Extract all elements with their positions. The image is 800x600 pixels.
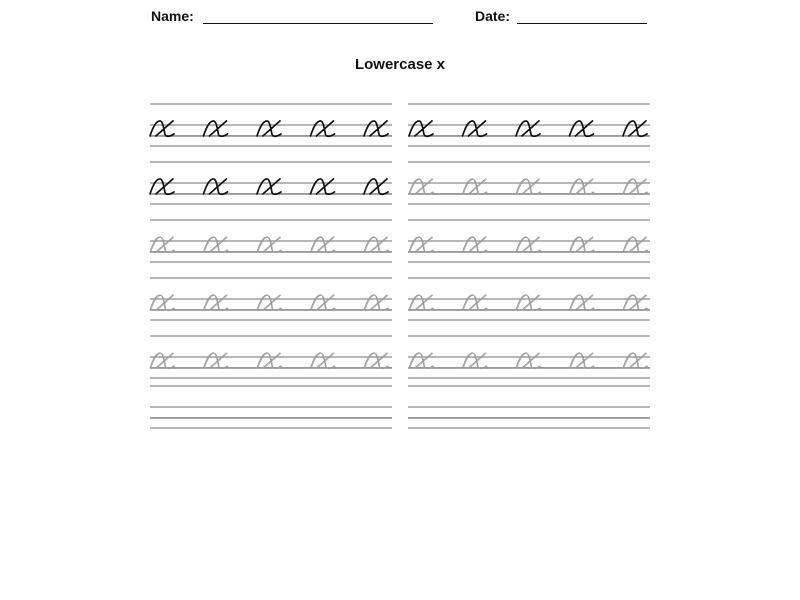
cursive-x-letter [409, 353, 434, 369]
letter-trace-stroke [463, 353, 487, 368]
cursive-x-letter [623, 353, 648, 369]
writing-row-5 [150, 336, 650, 378]
cursive-x-letter [463, 179, 488, 195]
cursive-x-letter [257, 121, 281, 136]
cursive-x-letter [570, 121, 594, 136]
cursive-x-letter [364, 295, 389, 311]
cursive-x-letter [463, 295, 488, 311]
letter-model-stroke [364, 179, 388, 194]
cursive-x-letter [409, 121, 433, 136]
letter-trace-outline [517, 179, 541, 194]
letter-trace-stroke [150, 237, 174, 252]
letter-trace-stroke [364, 295, 388, 310]
letter-model-stroke [150, 179, 174, 194]
cursive-x-letter [257, 237, 282, 253]
cursive-x-letter [311, 295, 336, 311]
cursive-x-letter [364, 353, 389, 369]
cursive-x-letter [257, 179, 281, 194]
letter-trace-stroke [409, 237, 433, 252]
letter-trace-stroke [257, 295, 281, 310]
cursive-x-letter [516, 353, 541, 369]
letter-trace-outline [365, 353, 389, 368]
cursive-x-letter [311, 237, 336, 253]
letter-trace-stroke [257, 237, 281, 252]
letter-trace-outline [463, 295, 487, 310]
cursive-x-letter [150, 353, 175, 369]
letter-trace-outline [410, 237, 434, 252]
letter-model-stroke [463, 121, 487, 136]
letter-trace-outline [311, 237, 335, 252]
letter-trace-stroke [204, 237, 228, 252]
letter-trace-outline [570, 295, 594, 310]
letter-trace-stroke [409, 353, 433, 368]
cursive-x-letter [570, 237, 595, 253]
writing-row-4 [150, 278, 650, 320]
letter-model-stroke [364, 121, 388, 136]
cursive-x-letter [364, 237, 389, 253]
letter-model-stroke [311, 121, 335, 136]
letter-trace-stroke [204, 353, 228, 368]
letter-trace-outline [258, 237, 282, 252]
cursive-x-letter [311, 353, 336, 369]
letter-trace-stroke [409, 295, 433, 310]
letter-model-stroke [257, 121, 281, 136]
cursive-x-letter [570, 353, 595, 369]
letter-model-stroke [311, 179, 335, 194]
cursive-x-letter [364, 179, 388, 194]
letter-trace-stroke [516, 179, 540, 194]
letter-trace-stroke [463, 179, 487, 194]
letter-trace-outline [517, 295, 541, 310]
letter-trace-stroke [516, 295, 540, 310]
letter-trace-outline [463, 237, 487, 252]
cursive-x-letter [516, 121, 540, 136]
letter-trace-stroke [516, 237, 540, 252]
cursive-x-letter [516, 179, 541, 195]
letter-trace-outline [410, 353, 434, 368]
writing-row-6 [150, 386, 650, 428]
cursive-x-letter [463, 237, 488, 253]
cursive-x-letter [570, 295, 595, 311]
cursive-x-letter [204, 237, 229, 253]
letter-trace-stroke [311, 353, 335, 368]
cursive-x-letter [463, 353, 488, 369]
letter-trace-stroke [570, 237, 594, 252]
letter-trace-stroke [150, 295, 174, 310]
letter-trace-stroke [623, 237, 647, 252]
letter-trace-stroke [257, 353, 281, 368]
cursive-x-letter [516, 237, 541, 253]
cursive-x-letter [150, 295, 175, 311]
letter-trace-outline [410, 179, 434, 194]
cursive-x-letter [204, 353, 229, 369]
letter-trace-outline [258, 295, 282, 310]
date-label: Date: [475, 8, 511, 24]
cursive-x-letter [570, 179, 595, 195]
letter-trace-outline [517, 237, 541, 252]
letter-model-stroke [623, 121, 647, 136]
letter-trace-outline [463, 353, 487, 368]
letter-trace-stroke [463, 237, 487, 252]
letter-trace-outline [624, 295, 648, 310]
cursive-x-letter [204, 295, 229, 311]
cursive-x-letter [623, 237, 648, 253]
letter-trace-outline [624, 353, 648, 368]
cursive-x-letter [409, 295, 434, 311]
letter-model-stroke [516, 121, 540, 136]
letter-model-stroke [150, 121, 174, 136]
letter-trace-stroke [570, 353, 594, 368]
letter-trace-stroke [364, 353, 388, 368]
cursive-x-letter [311, 179, 335, 194]
letter-trace-outline [204, 295, 228, 310]
letter-trace-stroke [570, 295, 594, 310]
cursive-x-letter [150, 179, 174, 194]
letter-trace-outline [365, 237, 389, 252]
letter-trace-outline [151, 237, 175, 252]
letter-trace-outline [410, 295, 434, 310]
letter-trace-stroke [364, 237, 388, 252]
letter-trace-stroke [409, 179, 433, 194]
letter-trace-outline [151, 353, 175, 368]
letter-trace-outline [311, 295, 335, 310]
cursive-x-letter [463, 121, 487, 136]
letter-trace-outline [204, 353, 228, 368]
letter-trace-stroke [150, 353, 174, 368]
letter-trace-outline [258, 353, 282, 368]
letter-trace-outline [570, 179, 594, 194]
letter-trace-outline [365, 295, 389, 310]
cursive-x-letter [623, 295, 648, 311]
letter-trace-outline [570, 353, 594, 368]
cursive-x-letter [311, 121, 335, 136]
cursive-x-letter [516, 295, 541, 311]
cursive-x-letter [204, 179, 228, 194]
cursive-x-letter [623, 121, 647, 136]
name-label: Name: [151, 8, 194, 24]
letter-trace-outline [624, 179, 648, 194]
cursive-x-letter [364, 121, 388, 136]
cursive-x-letter [204, 121, 228, 136]
letter-trace-stroke [623, 353, 647, 368]
writing-row-3 [150, 220, 650, 262]
letter-trace-outline [624, 237, 648, 252]
letter-model-stroke [204, 179, 228, 194]
cursive-x-letter [150, 121, 174, 136]
cursive-x-letter [150, 237, 175, 253]
letter-trace-stroke [204, 295, 228, 310]
letter-trace-stroke [463, 295, 487, 310]
letter-trace-outline [463, 179, 487, 194]
worksheet-title: Lowercase x [354, 56, 446, 73]
cursive-x-letter [257, 295, 282, 311]
letter-trace-outline [570, 237, 594, 252]
letter-trace-stroke [516, 353, 540, 368]
letter-trace-stroke [570, 179, 594, 194]
letter-trace-stroke [623, 295, 647, 310]
cursive-x-letter [257, 353, 282, 369]
writing-row-2 [150, 162, 650, 204]
cursive-x-letter [409, 179, 434, 195]
letter-trace-stroke [623, 179, 647, 194]
letter-model-stroke [257, 179, 281, 194]
letter-trace-outline [151, 295, 175, 310]
letter-trace-outline [517, 353, 541, 368]
letter-model-stroke [204, 121, 228, 136]
letter-model-stroke [570, 121, 594, 136]
cursive-x-letter [623, 179, 648, 195]
letter-trace-stroke [311, 295, 335, 310]
cursive-x-letter [409, 237, 434, 253]
letter-trace-stroke [311, 237, 335, 252]
letter-trace-outline [311, 353, 335, 368]
letter-trace-outline [204, 237, 228, 252]
letter-model-stroke [409, 121, 433, 136]
